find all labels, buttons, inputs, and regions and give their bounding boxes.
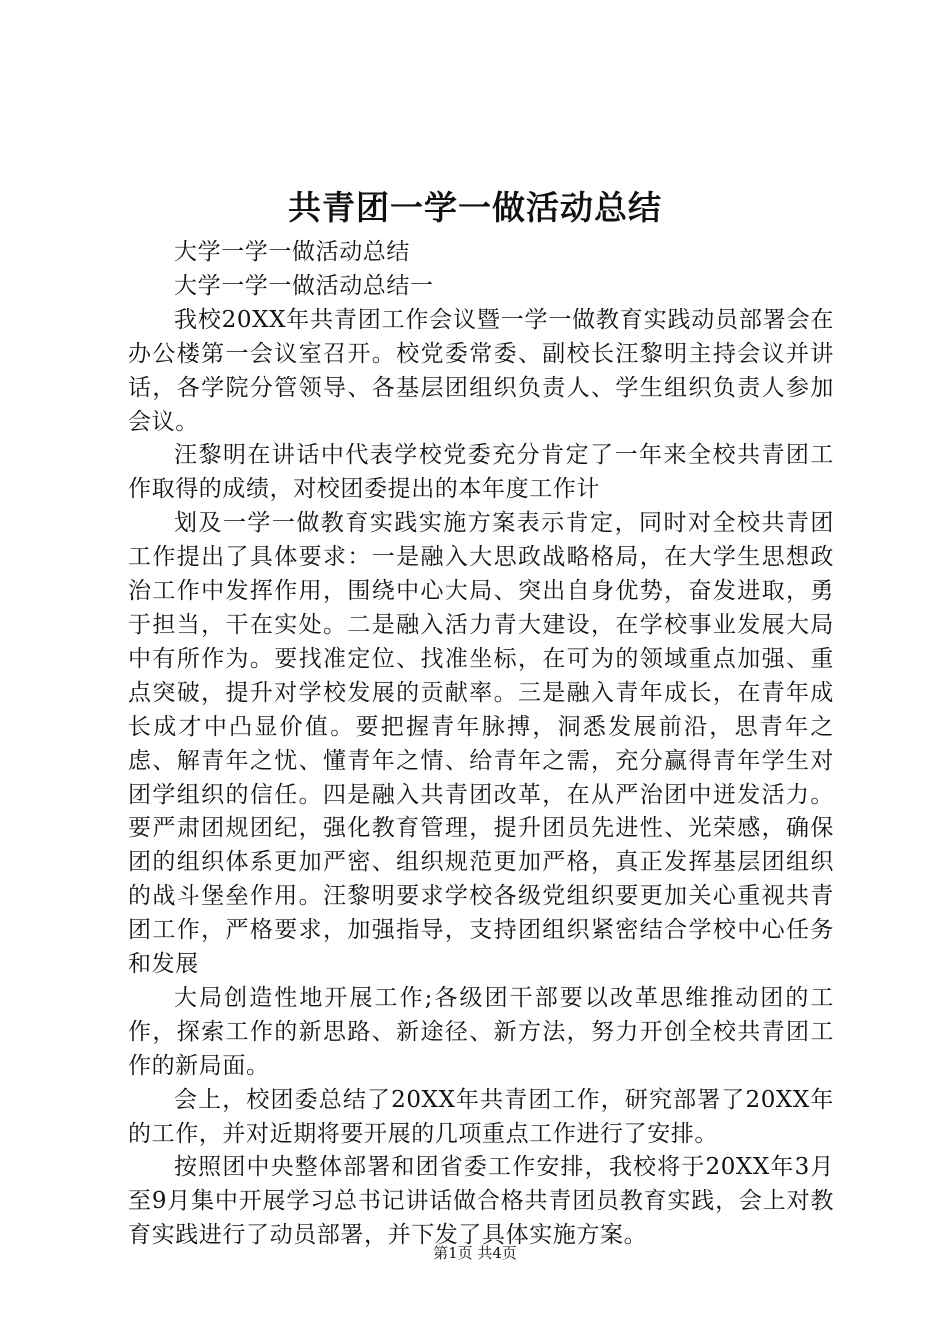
paragraph-subtitle-one: 大学一学一做活动总结一 [174,272,434,299]
page-number-footer: 第1页 共4页 [433,1244,517,1262]
paragraph: 大局创造性地开展工作;各级团干部要以改革思维推动团的工作，探索工作的新思路、新途径、新方法，努力开创全校共青团工作的新局面。 [128,984,834,1079]
paragraph: 划及一学一做教育实践实施方案表示肯定，同时对全校共青团工作提出了具体要求：一是融入大思政战略格局，在大学生思想政治工作中发挥作用，围绕中心大局、突出自身优势，奋发进取，勇于担当，干在实处。二是融入活力青大建设，在学校事业发展大局中有所作为。要找准定位、找准坐标，在可为的领域重点加强、重点突破，提升对学校发展的贡献率。三是融入青年成长，在青年成长成才中凸显价值。要把握青年脉搏，洞悉发展前沿，思青年之虑、解青年之忧、懂青年之情、给青年之需，充分赢得青年学生对团学组织的信任。四是融入共青团改革，在从严治团中迸发活力。要严肃团规团纪，强化教育管理，提升团员先进性、光荣感，确保团的组织体系更加严密、组织规范更加严格，真正发挥基层团组织的战斗堡垒作用。汪黎明要求学校各级党组织要更加关心重视共青团工作，严格要求，加强指导，支持团组织紧密结合学校中心任务和发展 [128,510,834,978]
document-body [128,236,834,1253]
document-title: 共青团一学一做活动总结 [288,188,662,227]
paragraph: 汪黎明在讲话中代表学校党委充分肯定了一年来全校共青团工作取得的成绩，对校团委提出的本年度工作计 [128,442,834,503]
paragraph: 会上，校团委总结了20XX年共青团工作，研究部署了20XX年的工作，并对近期将要开展的几项重点工作进行了安排。 [128,1086,834,1147]
paragraph: 按照团中央整体部署和团省委工作安排，我校将于20XX年3月至9月集中开展学习总书记讲话做合格共青团员教育实践，会上对教育实践进行了动员部署，并下发了具体实施方案。 [128,1154,834,1249]
paragraph: 我校20XX年共青团工作会议暨一学一做教育实践动员部署会在办公楼第一会议室召开。校党委常委、副校长汪黎明主持会议并讲话，各学院分管领导、各基层团组织负责人、学生组织负责人参加会议。 [128,306,834,435]
paragraph-subtitle: 大学一学一做活动总结 [174,239,410,265]
